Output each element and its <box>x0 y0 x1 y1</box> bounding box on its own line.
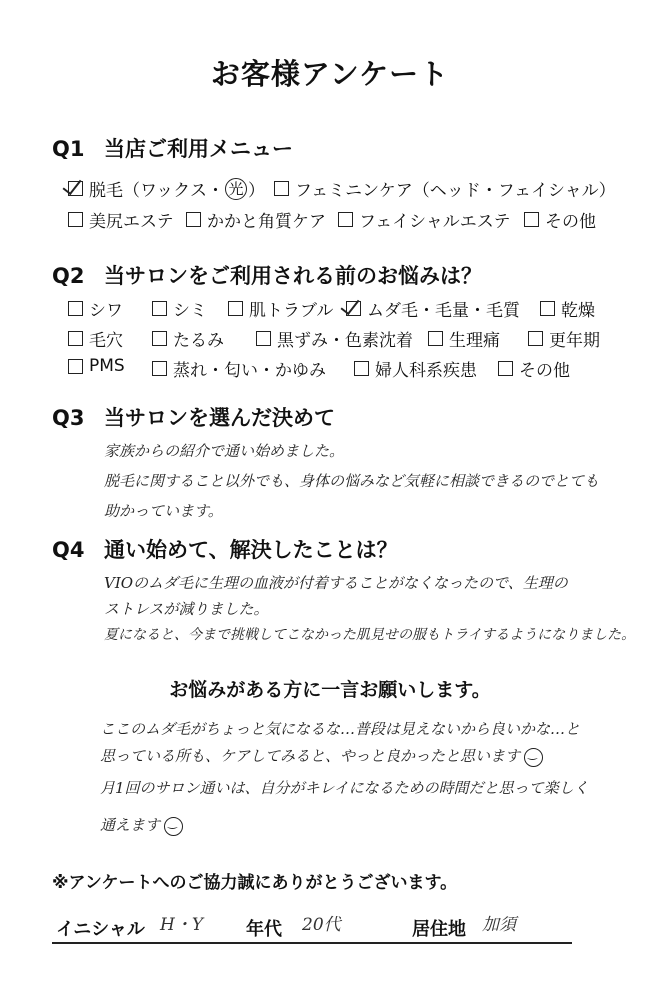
q2-option-darkening[interactable] <box>256 326 413 351</box>
message-line: ここのムダ毛がちょっと気になるな…普段は見えないから良いかな…と <box>100 720 581 738</box>
message-line <box>100 814 183 836</box>
option-label-tail: ） <box>247 181 265 201</box>
option-label: かかと角質ケア <box>207 212 326 232</box>
q1-option-other[interactable] <box>524 207 596 232</box>
checkbox-checked[interactable] <box>346 301 361 316</box>
q2-option-pms[interactable] <box>68 356 125 376</box>
q3-answer-line: 脱毛に関すること以外でも、身体の悩みなど気軽に相談できるのでとても <box>104 472 600 490</box>
checkbox[interactable] <box>428 331 443 346</box>
option-label: フェミニンケア（ヘッド・フェイシャル） <box>295 181 616 201</box>
q2-option-stuffiness[interactable] <box>152 356 326 381</box>
checkbox[interactable] <box>528 331 543 346</box>
smiley-icon <box>524 748 543 767</box>
q2-option-wrinkles[interactable] <box>68 296 123 321</box>
option-label: 生理痛 <box>449 331 500 351</box>
checkbox[interactable] <box>186 212 201 227</box>
option-label: その他 <box>519 361 570 381</box>
message-line-text: 通えます <box>100 816 161 834</box>
checkbox[interactable] <box>152 331 167 346</box>
option-label: たるみ <box>173 331 224 351</box>
q1-number: Q1 <box>52 137 85 161</box>
q3-heading-text: 当サロンを選んだ決めて <box>104 406 335 430</box>
q1-option-hair-removal[interactable] <box>68 176 265 201</box>
q1-heading <box>52 133 293 163</box>
option-label: 黒ずみ・色素沈着 <box>277 331 413 351</box>
q2-option-pores[interactable] <box>68 326 123 351</box>
option-label: 毛穴 <box>89 331 123 351</box>
option-label: 更年期 <box>549 331 600 351</box>
option-label: 美尻エステ <box>89 212 174 232</box>
checkbox[interactable] <box>540 301 555 316</box>
option-label: ムダ毛・毛量・毛質 <box>367 301 520 321</box>
checkbox[interactable] <box>354 361 369 376</box>
checkbox[interactable] <box>498 361 513 376</box>
q1-option-hip-esthetic[interactable] <box>68 207 174 232</box>
option-label: 婦人科系疾患 <box>375 361 477 381</box>
q3-answer-line: 助かっています。 <box>104 502 223 520</box>
q2-option-dryness[interactable] <box>540 296 595 321</box>
initial-label: イニシャル <box>56 919 145 940</box>
message-line: 月1回のサロン通いは、自分がキレイになるための時間だと思って楽しく <box>100 779 589 797</box>
checkbox[interactable] <box>274 181 289 196</box>
checkbox[interactable] <box>228 301 243 316</box>
q2-option-menopause[interactable] <box>528 326 600 351</box>
q2-option-sagging[interactable] <box>152 326 224 351</box>
checkbox[interactable] <box>338 212 353 227</box>
option-label: 脱毛（ワックス・ <box>89 181 224 201</box>
option-label: フェイシャルエステ <box>359 212 511 232</box>
message-heading: お悩みがある方に一言お願いします。 <box>169 679 491 701</box>
q1-option-feminine-care[interactable] <box>274 176 616 201</box>
checkbox[interactable] <box>68 331 83 346</box>
q4-answer-line: ストレスが減りました。 <box>104 600 269 618</box>
message-line <box>100 745 543 767</box>
q2-option-period-pain[interactable] <box>428 326 500 351</box>
circled-option: 光 <box>225 178 247 200</box>
q2-heading <box>52 260 482 290</box>
q2-option-skin-trouble[interactable] <box>228 296 333 321</box>
q2-option-spots[interactable] <box>152 296 207 321</box>
checkbox[interactable] <box>68 212 83 227</box>
checkbox[interactable] <box>152 361 167 376</box>
option-label: 肌トラブル <box>249 301 334 321</box>
checkbox[interactable] <box>152 301 167 316</box>
q3-heading <box>52 402 335 432</box>
option-label: その他 <box>545 212 596 232</box>
q2-heading-text: 当サロンをご利用される前のお悩みは？ <box>104 264 482 288</box>
q2-option-unwanted-hair[interactable] <box>346 296 520 321</box>
q4-heading-text: 通い始めて、解決したことは？ <box>104 538 398 562</box>
thanks-note: ※アンケートへのご協力誠にありがとうございます。 <box>52 873 458 893</box>
q4-answer-line: VIOのムダ毛に生理の血液が付着することがなくなったので、生理の <box>104 574 568 592</box>
q2-number: Q2 <box>52 264 85 288</box>
q4-answer-line: 夏になると、今まで挑戦してこなかった肌見せの服もトライするようになりました。 <box>104 627 636 643</box>
checkbox[interactable] <box>524 212 539 227</box>
age-label: 年代 <box>246 919 282 940</box>
q4-heading <box>52 534 398 564</box>
q4-number: Q4 <box>52 538 85 562</box>
option-label: 乾燥 <box>561 301 595 321</box>
q3-answer-line: 家族からの紹介で通い始めました。 <box>104 442 345 460</box>
option-label: シミ <box>173 301 207 321</box>
q1-option-facial-esthetic[interactable] <box>338 207 510 232</box>
checkbox[interactable] <box>256 331 271 346</box>
q1-option-heel-care[interactable] <box>186 207 326 232</box>
q2-option-other[interactable] <box>498 356 570 381</box>
option-label: シワ <box>89 301 123 321</box>
smiley-icon <box>164 817 183 836</box>
footer-underline <box>52 942 572 944</box>
message-line-text: 思っている所も、ケアしてみると、やっと良かったと思います <box>100 747 521 765</box>
checkbox-checked[interactable] <box>68 181 83 196</box>
initial-value: H・Y <box>160 915 204 935</box>
q3-number: Q3 <box>52 406 85 430</box>
checkbox[interactable] <box>68 359 83 374</box>
checkbox[interactable] <box>68 301 83 316</box>
residence-label: 居住地 <box>412 919 466 940</box>
option-label: 蒸れ・匂い・かゆみ <box>173 361 326 381</box>
q2-option-gynecology[interactable] <box>354 356 477 381</box>
page-title: お客様アンケート <box>210 57 450 91</box>
option-label: PMS <box>89 356 125 376</box>
residence-value: 加須 <box>482 915 516 935</box>
q1-heading-text: 当店ご利用メニュー <box>104 137 293 161</box>
age-value: 20代 <box>302 915 341 935</box>
